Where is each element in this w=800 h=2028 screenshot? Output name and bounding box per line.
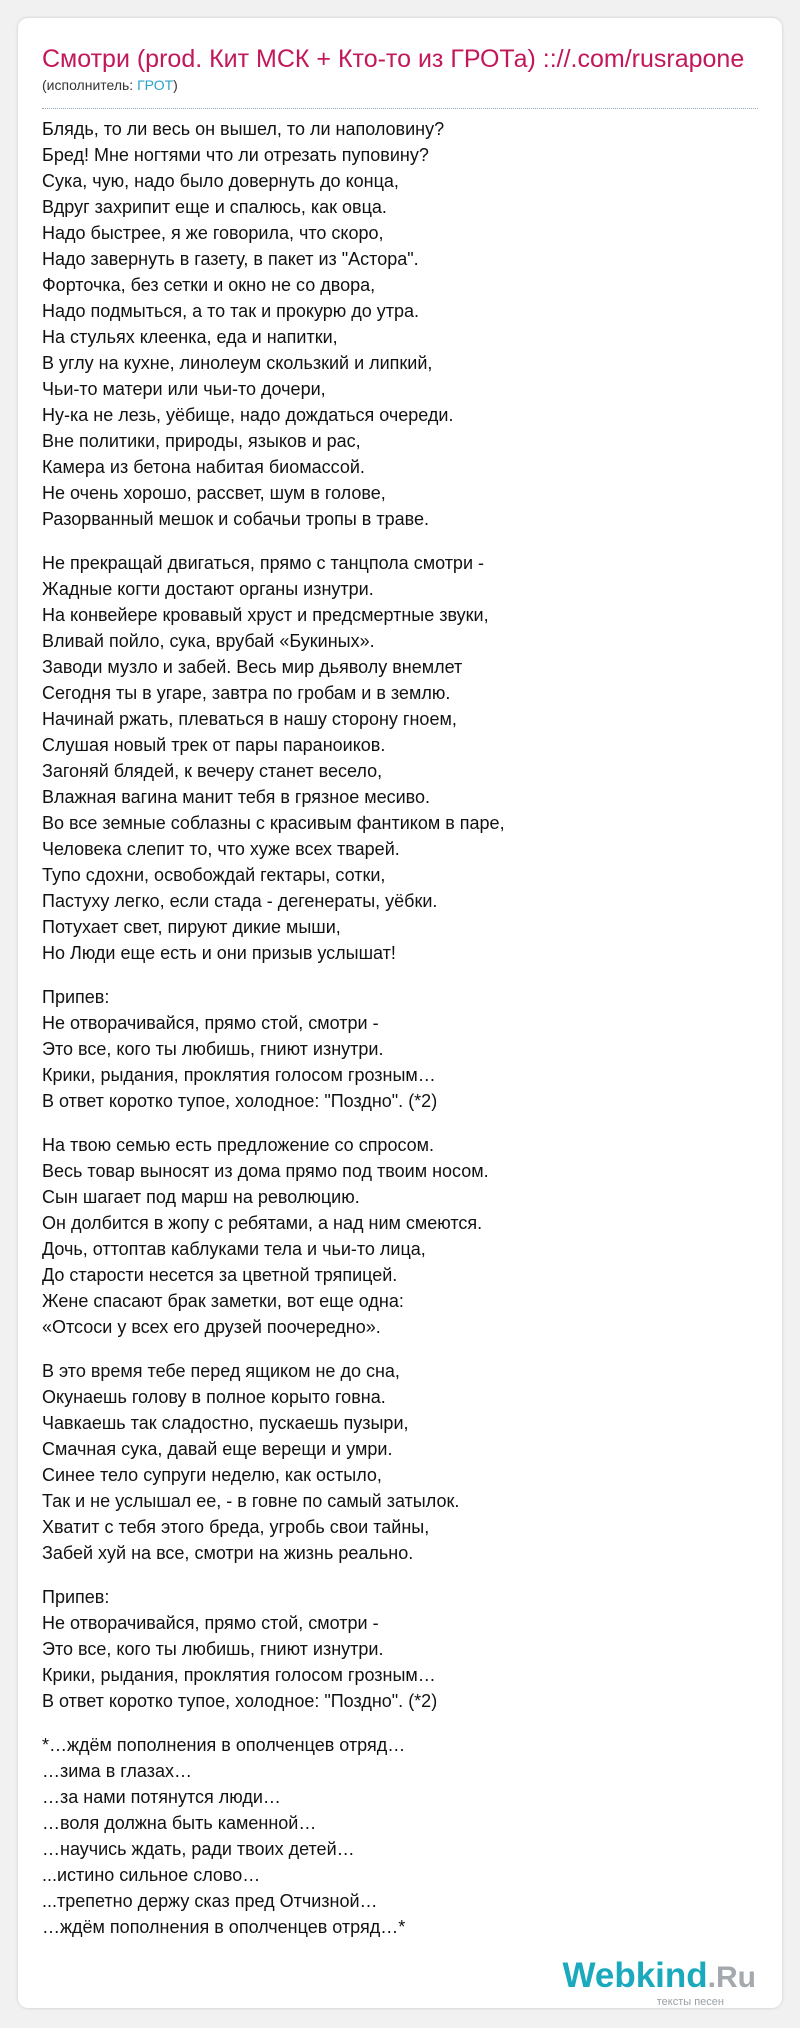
lyric-line: Форточка, без сетки и окно не со двора,	[42, 275, 376, 295]
lyric-line: В углу на кухне, линолеум скользкий и липкий,	[42, 353, 433, 373]
lyric-line: До старости несется за цветной тряпицей.	[42, 1265, 398, 1285]
site-logo[interactable]	[562, 1956, 756, 2008]
lyric-line: ...истино сильное слово…	[42, 1865, 261, 1885]
lyric-line: Надо подмыться, а то так и прокурю до утра.	[42, 301, 420, 321]
lyric-line: Хватит с тебя этого бреда, угробь свои тайны,	[42, 1517, 430, 1537]
lyric-line: Припев:	[42, 987, 110, 1007]
lyric-line: Окунаешь голову в полное корыто говна.	[42, 1387, 386, 1407]
stanza-gap	[42, 1340, 758, 1358]
artist-line	[42, 76, 758, 94]
lyric-line: Ну-ка не лезь, уёбище, надо дождаться очереди.	[42, 405, 454, 425]
stanza-gap	[42, 966, 758, 984]
lyric-line: Жене спасают брак заметки, вот еще одна:	[42, 1291, 404, 1311]
lyric-line: Слушая новый трек от пары параноиков.	[42, 735, 386, 755]
artist-suffix: )	[173, 77, 178, 93]
lyric-line: В это время тебе перед ящиком не до сна,	[42, 1361, 400, 1381]
lyric-line: Так и не услышал ее, - в говне по самый затылок.	[42, 1491, 460, 1511]
lyric-line: В ответ коротко тупое, холодное: "Поздно". (*2)	[42, 1691, 438, 1711]
lyric-line: Блядь, то ли весь он вышел, то ли наполовину?	[42, 119, 445, 139]
lyric-line: Вливай пойло, сука, врубай «Букиных».	[42, 631, 375, 651]
page-title: Смотри (prod. Кит МСК + Кто-то из ГРОТа) :://.com/rusrapone	[42, 45, 745, 73]
lyric-line: ...трепетно держу сказ пред Отчизной…	[42, 1891, 378, 1911]
lyric-line: В ответ коротко тупое, холодное: "Поздно". (*2)	[42, 1091, 438, 1111]
lyric-line: Человека слепит то, что хуже всех тварей.	[42, 839, 400, 859]
lyric-line: Тупо сдохни, освобождай гектары, сотки,	[42, 865, 386, 885]
lyric-line: Начинай ржать, плеваться в нашу сторону гноем,	[42, 709, 457, 729]
lyric-line: Не отворачивайся, прямо стой, смотри -	[42, 1613, 379, 1633]
lyric-line: Пастуху легко, если стада - дегенераты, уёбки.	[42, 891, 438, 911]
lyric-line: Сука, чую, надо было довернуть до конца,	[42, 171, 399, 191]
lyric-line: Не очень хорошо, рассвет, шум в голове,	[42, 483, 386, 503]
logo-tagline: тексты песен	[656, 1996, 724, 2008]
lyric-line: Надо завернуть в газету, в пакет из "Астора".	[42, 249, 419, 269]
lyric-line: Припев:	[42, 1587, 110, 1607]
lyric-line: Бред! Мне ногтями что ли отрезать пуповину?	[42, 145, 429, 165]
lyric-line: Не отворачивайся, прямо стой, смотри -	[42, 1013, 379, 1033]
lyric-line: Не прекращай двигаться, прямо с танцпола смотри -	[42, 553, 484, 573]
stanza-gap	[42, 1714, 758, 1732]
lyric-line: …ждём пополнения в ополченцев отряд…*	[42, 1917, 406, 1937]
lyric-line: На стульях клеенка, еда и напитки,	[42, 327, 338, 347]
lyric-line: Но Люди еще есть и они призыв услышат!	[42, 943, 396, 963]
lyric-line: …за нами потянутся люди…	[42, 1787, 281, 1807]
lyric-line: На твою семью есть предложение со спросом.	[42, 1135, 435, 1155]
stanza-gap	[42, 1566, 758, 1584]
lyric-line: Забей хуй на все, смотри на жизнь реально.	[42, 1543, 414, 1563]
lyric-line: Сын шагает под марш на революцию.	[42, 1187, 360, 1207]
lyric-line: …научись ждать, ради твоих детей…	[42, 1839, 355, 1859]
lyric-line: На конвейере кровавый хруст и предсмертные звуки,	[42, 605, 489, 625]
lyric-line: Потухает свет, пируют дикие мыши,	[42, 917, 341, 937]
lyric-line: Смачная сука, давай еще верещи и умри.	[42, 1439, 393, 1459]
lyric-line: Заводи музло и забей. Весь мир дьяволу внемлет	[42, 657, 463, 677]
lyric-line: Весь товар выносят из дома прямо под твоим носом.	[42, 1161, 489, 1181]
artist-prefix: (исполнитель:	[42, 77, 138, 93]
lyric-line: Крики, рыдания, проклятия голосом грозным…	[42, 1665, 436, 1685]
song-header	[42, 42, 758, 94]
header-divider	[42, 108, 758, 109]
stanza-gap	[42, 532, 758, 550]
logo-wordmark	[562, 1956, 756, 1996]
lyric-line: …зима в глазах…	[42, 1761, 193, 1781]
artist-link[interactable]: ГРОТ	[137, 77, 174, 93]
stanza-gap	[42, 1114, 758, 1132]
lyric-line: *…ждём пополнения в ополченцев отряд…	[42, 1735, 406, 1755]
lyric-line: Чавкаешь так сладостно, пускаешь пузыри,	[42, 1413, 409, 1433]
lyric-line: Чьи-то матери или чьи-то дочери,	[42, 379, 326, 399]
lyric-line: Влажная вагина манит тебя в грязное месиво.	[42, 787, 431, 807]
logo-suffix: .Ru	[707, 1961, 756, 1994]
lyric-line: Загоняй блядей, к вечеру станет весело,	[42, 761, 383, 781]
lyric-line: …воля должна быть каменной…	[42, 1813, 317, 1833]
lyric-line: Надо быстрее, я же говорила, что скоро,	[42, 223, 384, 243]
lyric-line: Сегодня ты в угаре, завтра по гробам и в землю.	[42, 683, 451, 703]
lyric-line: Во все земные соблазны с красивым фантиком в паре,	[42, 813, 505, 833]
lyric-line: Камера из бетона набитая биомассой.	[42, 457, 365, 477]
logo-main-text: Webkind	[562, 1956, 708, 1995]
lyric-line: Он долбится в жопу с ребятами, а над ним смеются.	[42, 1213, 483, 1233]
lyrics-text	[42, 116, 758, 1940]
lyric-line: Крики, рыдания, проклятия голосом грозным…	[42, 1065, 436, 1085]
lyric-line: «Отсоси у всех его друзей поочередно».	[42, 1317, 381, 1337]
lyrics-card	[18, 18, 782, 2008]
lyric-line: Синее тело супруги неделю, как остыло,	[42, 1465, 382, 1485]
lyric-line: Жадные когти достают органы изнутри.	[42, 579, 374, 599]
lyric-line: Вдруг захрипит еще и спалюсь, как овца.	[42, 197, 387, 217]
lyric-line: Дочь, оттоптав каблуками тела и чьи-то лица,	[42, 1239, 426, 1259]
lyric-line: Это все, кого ты любишь, гниют изнутри.	[42, 1639, 384, 1659]
lyric-line: Разорванный мешок и собачьи тропы в траве.	[42, 509, 429, 529]
lyric-line: Вне политики, природы, языков и рас,	[42, 431, 361, 451]
lyric-line: Это все, кого ты любишь, гниют изнутри.	[42, 1039, 384, 1059]
